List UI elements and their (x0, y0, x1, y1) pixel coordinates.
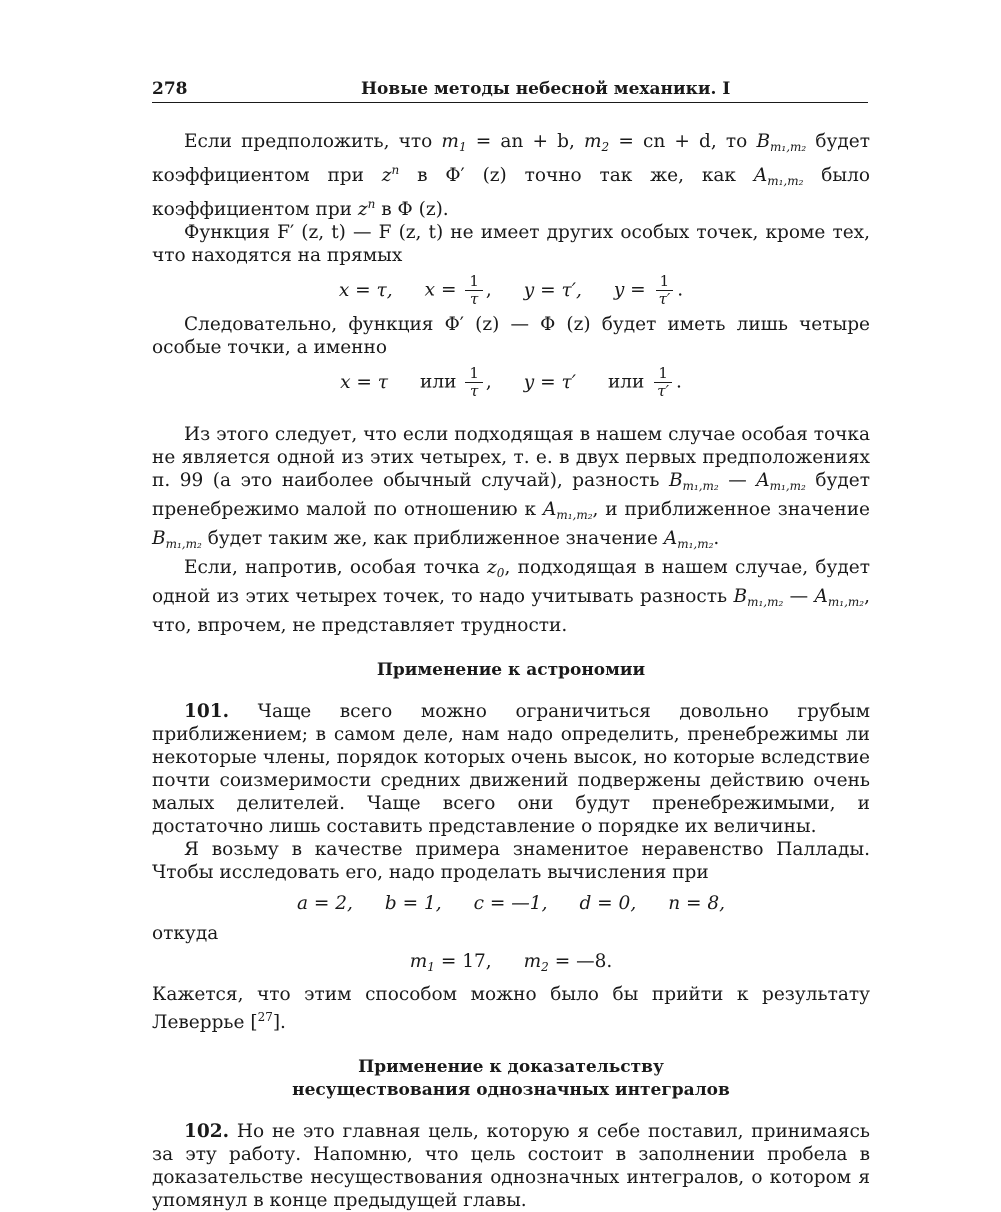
equation-4: $m_1 = 17$, $m_2$ = —8. (409, 950, 613, 974)
paragraph-5: Если, напротив, особая точка $z_0$, подходящая в нашем случае, будет одной из этих четырех точек, то надо учитывать разность $B_{m_1,m_2}$ — $A_{m_1,m_2}$, что, впрочем, не представляет трудности. (152, 557, 871, 636)
item-number-102: 102. (184, 1121, 230, 1142)
paragraph-4: Из этого следует, что если подходящая в нашем случае особая точка не является одной из этих четырех, т. е. в двух первых предположениях п. 99 (а это наиболее обычный случай), разность $B_{m_1,m_2}$ — $A_{m_1,m_2}$ будет пренебрежимо малой по отношению к $A_{m_1,m_2}$, и приближенное значение $B_{m_1,m_2}$ будет таким же, как приближенное значение $A_{m_1,m_2}$. (152, 424, 870, 551)
equation-3: a = 2, b = 1, c = —1, d = 0, n = 8, (296, 892, 726, 914)
main-text (152, 130, 870, 1212)
paragraph-102: 102. Но не это главная цель, которую я себе поставил, принимаясь за эту работу. Напомню, что цель состоит в заполнении пробела в доказательстве несуществования однозначных интегралов, о котором я упомянул в конце предыдущей главы. (152, 1121, 870, 1211)
paragraph-7: Я возьму в качестве примера знаменитое неравенство Паллады. Чтобы исследовать его, надо проделать вычисления при (152, 839, 870, 883)
equation-1: x = τ, x = $\frac{1}{\tau}$ , y = τ′, y = $\frac{1}{\tau'}$ . (338, 271, 684, 308)
paragraph-9: Кажется, что этим способом можно было бы прийти к результату Леверрье [$^{27}$]. (152, 984, 870, 1033)
paragraph-1: Если предположить, что $m_1$ = an + b, $m_2$ = cn + d, то $B_{m_1,m_2}$ будет коэффициентом при $z^n$ в Φ′ (z) точно так же, как $A_{m_1,m_2}$ было коэффициентом при $z^n$ в Φ (z). (152, 131, 870, 220)
item-number-101: 101. (184, 701, 230, 722)
running-head: Новые методы небесной механики. I (361, 79, 731, 99)
citation-ref: 27 (257, 1010, 273, 1024)
section-title-astronomy: Применение к астрономии (376, 660, 646, 680)
paragraph-8: откуда (152, 923, 219, 944)
paragraph-3: Следовательно, функция Φ′ (z) — Φ (z) будет иметь лишь четыре особые точки, а именно (152, 314, 870, 358)
paragraph-2: Функция F′ (z, t) — F (z, t) не имеет других особых точек, кроме тех, что находятся на прямых (152, 222, 870, 266)
page-header (152, 78, 868, 103)
equation-2: x = τ или $\frac{1}{\tau}$ , y = τ′ или $\frac{1}{\tau'}$ . (340, 363, 682, 400)
section-title-proof: Применение к доказательству несуществования однозначных интегралов (292, 1057, 730, 1100)
paragraph-101: 101. Чаще всего можно ограничиться довольно грубым приближением; в самом деле, нам надо определить, пренебрежимы ли некоторые члены, порядок которых очень высок, но которые вследствие почти соизмеримости средних движений подвержены действию очень малых делителей. Чаще всего они будут пренебрежимыми, и достаточно лишь составить представление о порядке их величины. (152, 701, 870, 837)
page-number: 278 (152, 79, 188, 99)
